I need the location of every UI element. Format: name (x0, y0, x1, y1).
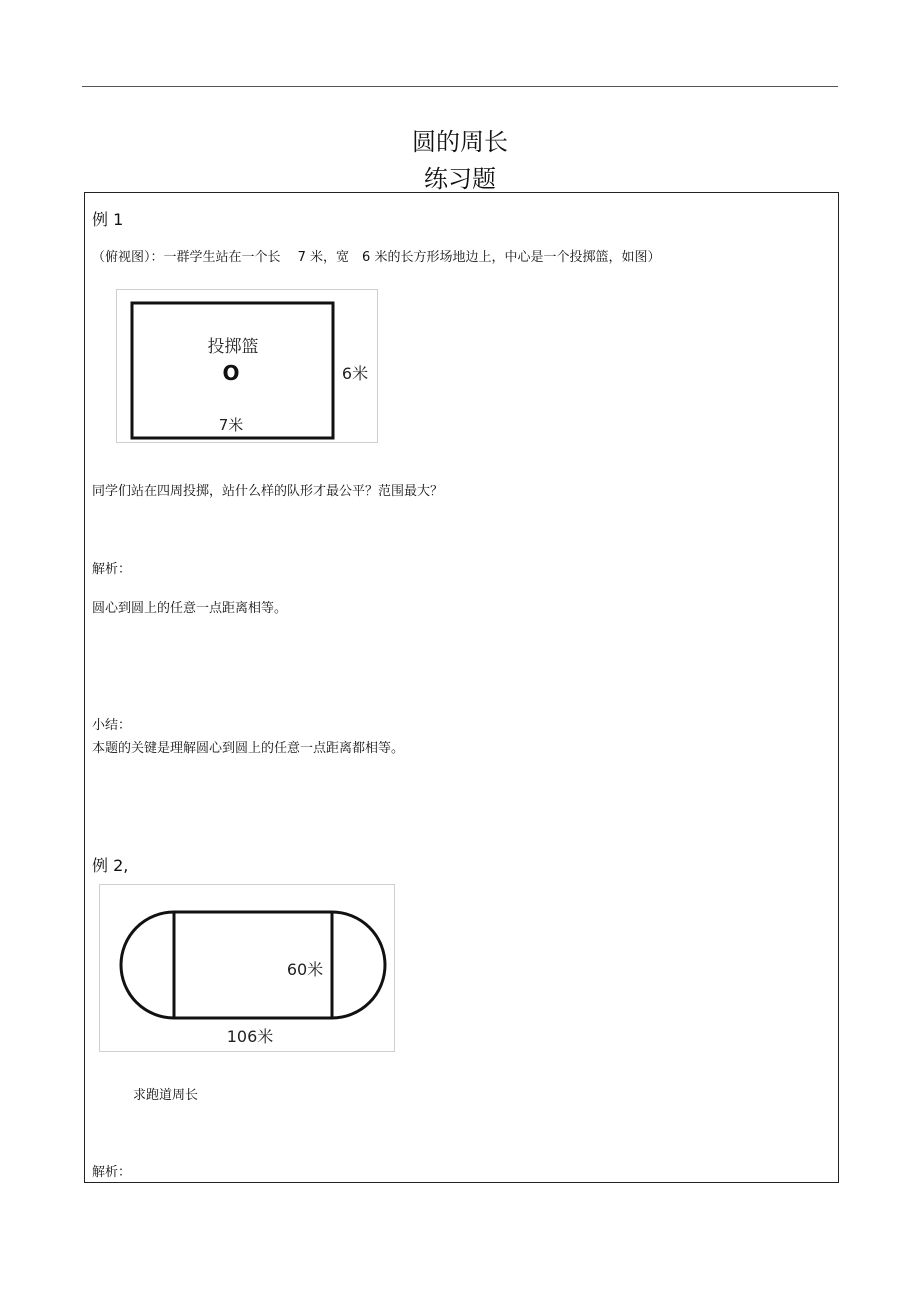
track-length-label: 106米 (226, 1027, 274, 1046)
example-2-figure (99, 884, 395, 1052)
example-1-figure (116, 289, 378, 443)
header-rule (82, 86, 838, 87)
example-1-question: 同学们站在四周投掷，站什么样的队形才最公平？范围最大？ (92, 484, 444, 499)
example-1-summary-label: 小结： (92, 718, 132, 733)
example-1-label: 例 1 (92, 210, 124, 229)
example-2-analysis-label: 解析： (92, 1165, 132, 1180)
example-1-summary: 本题的关键是理解圆心到圆上的任意一点距离都相等。 (92, 741, 405, 756)
example-2-question: 求跑道周长 (133, 1088, 199, 1103)
width-label: 7米 (218, 416, 244, 434)
track-height-label: 60米 (286, 960, 324, 979)
page-subtitle: 练习题 (424, 165, 496, 193)
track-outline (121, 912, 385, 1018)
height-label: 6米 (341, 364, 369, 383)
example-2-label: 例 2, (92, 856, 129, 875)
example-1-analysis-label: 解析： (92, 562, 132, 577)
basket-label: 投掷篮 (207, 337, 259, 357)
page-title: 圆的周长 (412, 128, 508, 156)
example-1-problem: （俯视图）：一群学生站在一个长 7 米，宽 6 米的长方形场地边上，中心是一个投掷篮，如图） (92, 250, 661, 265)
example-1-analysis: 圆心到圆上的任意一点距离相等。 (92, 601, 288, 616)
basket-mark: O (222, 361, 240, 385)
